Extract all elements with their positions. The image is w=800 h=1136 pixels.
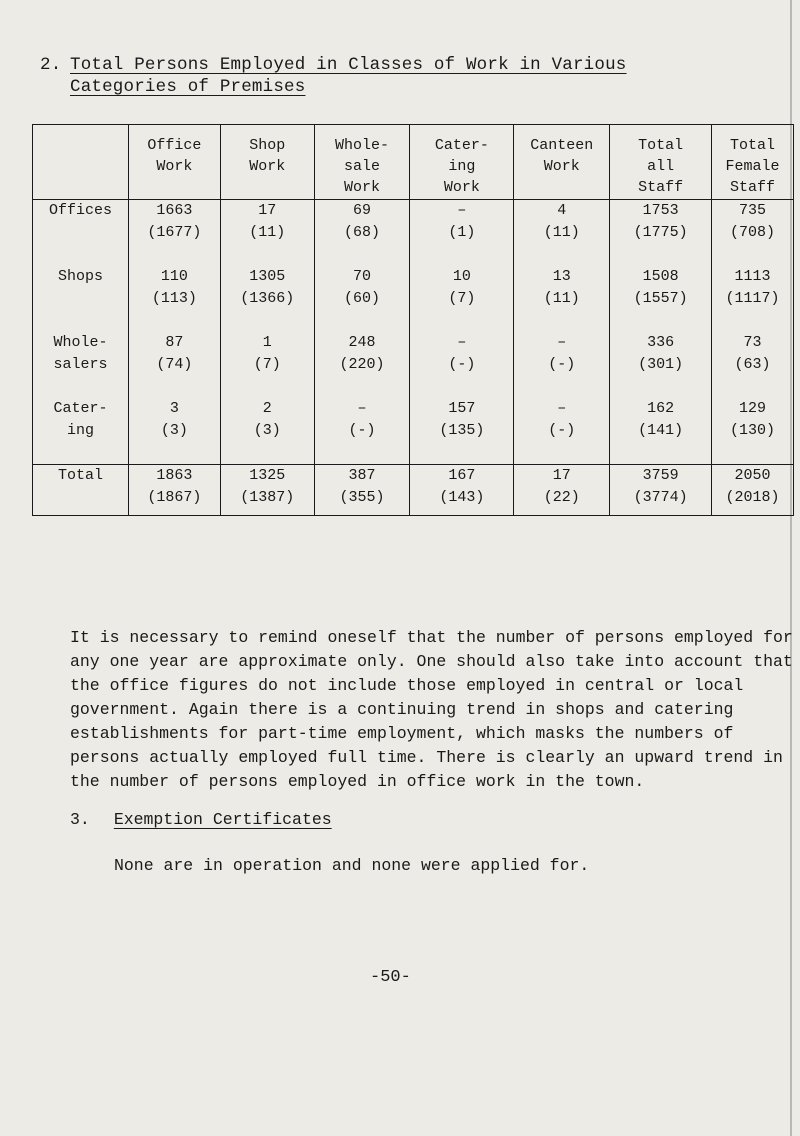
table-cell: – (1) [448,202,476,241]
column-total-female-staff [712,200,794,465]
corner-cell [33,125,129,200]
total-cell: 1325 (1387) [220,465,314,516]
column-wholesale-work [314,200,410,465]
body-paragraph: It is necessary to remind oneself that the number of persons employed for any one year are approximate only. One should also take into account that the office figures do not include those employed in central or local government. Again there is a continuing trend in shops and catering establishments for part-time employment, which masks the numbers of persons actually employed full time. There is clearly an upward trend in the number of persons employed in office work in the town. [70,628,793,791]
page-number: -50- [370,968,411,987]
column-header: Whole- sale Work [314,125,410,200]
table-cell: – (-) [548,400,576,439]
table-cell: 157 (135) [439,400,485,439]
row-label: Shops [57,268,103,285]
table-cell: 10 (7) [448,268,476,307]
table-cell: 70 (60) [344,268,381,307]
column-office-work [128,200,220,465]
section-number: 2. [40,55,62,75]
body-rows [33,200,794,465]
section-3-heading [70,810,332,829]
row-labels [33,200,129,465]
row-label: Cater- ing [53,400,108,439]
heading-line-2: Categories of Premises [70,77,306,97]
table-cell: 1 (7) [253,334,281,373]
section-number: 3. [70,810,90,829]
table-cell: 735 (708) [730,202,776,241]
column-header: Office Work [128,125,220,200]
total-cell: 2050 (2018) [712,465,794,516]
table-cell: 87 (74) [156,334,193,373]
row-label: Offices [48,202,112,219]
table-cell: 13 (11) [543,268,580,307]
table-cell: 110 (113) [151,268,197,307]
table-cell: 2 (3) [253,400,281,439]
column-header: Canteen Work [514,125,610,200]
table-cell: 1508 (1557) [633,268,688,307]
table-cell: 336 (301) [638,334,684,373]
table-cell: 1305 (1366) [240,268,295,307]
column-header: Total all Staff [610,125,712,200]
column-total-all-staff [610,200,712,465]
row-label: Whole- salers [53,334,108,373]
total-row [33,465,794,516]
table-cell: 1113 (1117) [725,268,780,307]
column-catering-work [410,200,514,465]
section-title: Exemption Certificates [113,810,332,829]
heading-line-1: Total Persons Employed in Classes of Work in Various [70,55,627,75]
table-cell: 4 (11) [543,202,580,241]
table-cell: 73 (63) [734,334,771,373]
column-header: Shop Work [220,125,314,200]
table-cell: 3 (3) [160,400,188,439]
table-cell: 162 (141) [638,400,684,439]
column-canteen-work [514,200,610,465]
table-cell: 129 (130) [730,400,776,439]
table-cell: 17 (11) [249,202,286,241]
column-shop-work [220,200,314,465]
section-2-heading [40,54,627,98]
total-cell: 3759 (3774) [610,465,712,516]
total-cell: 1863 (1867) [128,465,220,516]
total-cell: 17 (22) [514,465,610,516]
table-cell: – (-) [548,334,576,373]
column-header: Total Female Staff [712,125,794,200]
table-cell: 69 (68) [344,202,381,241]
table-cell: 1663 (1677) [147,202,202,241]
total-cell: 387 (355) [314,465,410,516]
table-cell: – (-) [348,400,376,439]
employment-table [32,124,794,516]
header-row [33,125,794,200]
section-3-text: None are in operation and none were applied for. [114,856,590,875]
table-cell: 1753 (1775) [633,202,688,241]
column-header: Cater- ing Work [410,125,514,200]
total-label: Total [33,465,129,516]
table-cell: 248 (220) [339,334,385,373]
table-cell: – (-) [448,334,476,373]
total-cell: 167 (143) [410,465,514,516]
